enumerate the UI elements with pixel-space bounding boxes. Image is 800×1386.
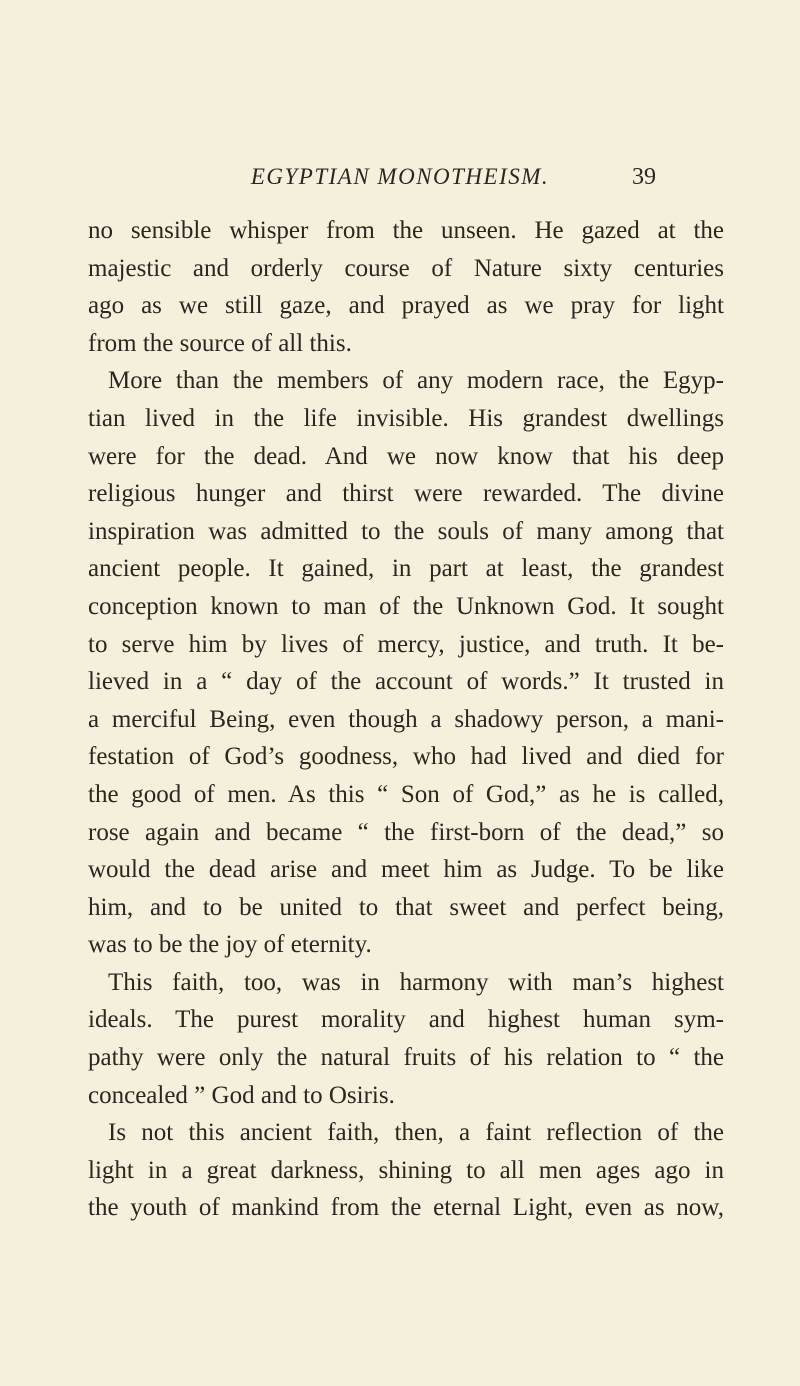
text-line: him, and to be united to that sweet and perfect being, xyxy=(88,893,724,921)
text-line: lieved in a “ day of the account of words.” It trusted in xyxy=(88,668,724,696)
text-line: More than the members of any modern race, the Egyp- xyxy=(108,367,724,395)
page-number: 39 xyxy=(632,164,656,190)
text-line: rose again and became “ the first-born of the dead,” so xyxy=(88,818,724,846)
text-line: to serve him by lives of mercy, justice, and truth. It be- xyxy=(88,630,724,658)
text-line: the youth of mankind from the eternal Light, even as now, xyxy=(88,1194,724,1222)
text-line: was to be the joy of eternity. xyxy=(88,931,372,959)
text-line: tian lived in the life invisible. His grandest dwellings xyxy=(88,404,724,432)
text-line: concealed ” God and to Osiris. xyxy=(88,1081,395,1109)
text-line: This faith, too, was in harmony with man’s highest xyxy=(108,968,724,996)
text-line: inspiration was admitted to the souls of many among that xyxy=(88,517,724,545)
text-line: majestic and orderly course of Nature sixty centuries xyxy=(88,254,724,282)
text-line: pathy were only the natural fruits of his relation to “ the xyxy=(88,1044,724,1072)
text-line: ago as we still gaze, and prayed as we pray for light xyxy=(88,292,724,320)
text-line: would the dead arise and meet him as Judge. To be like xyxy=(88,856,724,884)
text-line: light in a great darkness, shining to all men ages ago in xyxy=(88,1156,724,1184)
running-title: EGYPTIAN MONOTHEISM. xyxy=(250,164,550,189)
text-line: festation of God’s goodness, who had lived and died for xyxy=(88,743,724,771)
text-line: were for the dead. And we now know that his deep xyxy=(88,442,724,470)
text-line: no sensible whisper from the unseen. He gazed at the xyxy=(88,217,724,244)
text-line: Is not this ancient faith, then, a faint reflection of the xyxy=(108,1119,724,1147)
text-line: a merciful Being, even though a shadowy person, a mani- xyxy=(88,705,724,733)
text-line: the good of men. As this “ Son of God,” as he is called, xyxy=(88,780,724,808)
text-line: ancient people. It gained, in part at least, the grandest xyxy=(88,555,724,583)
text-line: religious hunger and thirst were rewarded. The divine xyxy=(88,480,724,508)
text-line: from the source of all this. xyxy=(88,329,352,357)
text-line: conception known to man of the Unknown God. It sought xyxy=(88,592,724,620)
text-line: ideals. The purest morality and highest human sym- xyxy=(88,1006,724,1034)
body-text xyxy=(88,212,724,1227)
